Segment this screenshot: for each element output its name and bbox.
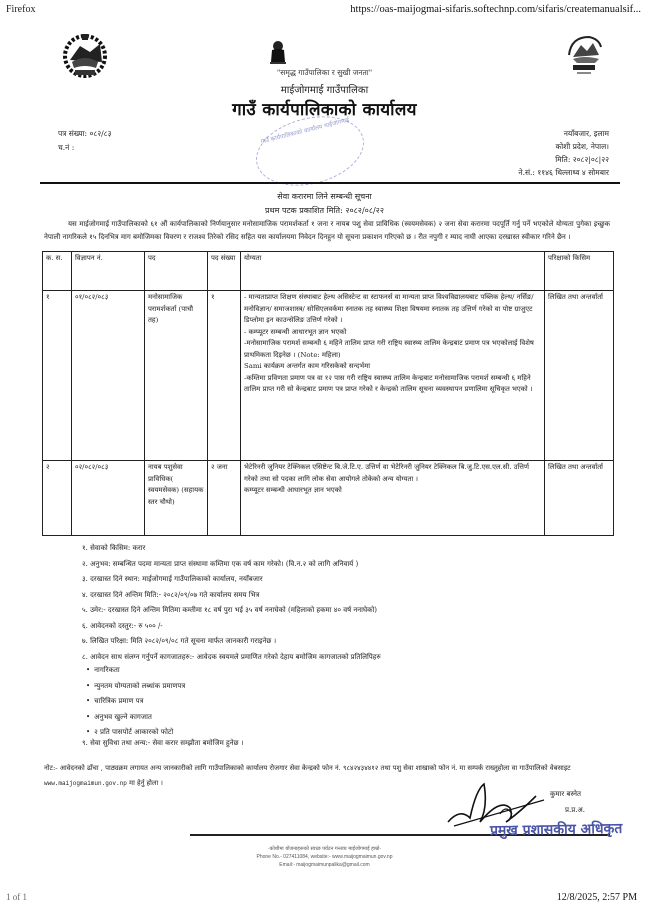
print-datetime: 12/8/2025, 2:57 PM (556, 892, 637, 903)
header-count: पद संख्या (208, 252, 241, 291)
footer-contact: Phone No.- 027411084, website:- www.maijogmaimun.gov.np (256, 854, 393, 860)
document-item: • अनुभव खुल्ने कागजात (86, 710, 185, 726)
table-row (43, 461, 614, 536)
address-date-block (518, 127, 609, 179)
municipality-name: माईजोगमाई गाउँपालिका (280, 85, 369, 96)
cell-sn: १ (43, 291, 72, 461)
condition-item: ७. लिखित परिक्षा: मिति २०८२/०९/०८ गते सूचना मार्फत जानकारी गराइनेछ । (82, 637, 277, 645)
address-line-1: नयाँबजार, इलाम (563, 129, 609, 138)
motto: "समृद्ध गाउँपालिका र सुखी जनता" (276, 68, 373, 77)
document-item: • न्युनतम योग्यताको लब्धांक प्रमाणपत्र (86, 679, 185, 695)
cell-qualification (241, 291, 545, 461)
cell-ad-no: ०१/०८२/०८३ (72, 291, 145, 461)
dispatch-number: च.नं : (58, 143, 75, 152)
cell-sn: २ (43, 461, 72, 536)
notice-intro: यस माईजोगमाई गाउँपालिकाको ६१ औं कार्यपालिकाको निर्णयानुसार मनोसामाजिक परामर्शकर्ता १ जना र नायब पशु सेवा प्राविधिक (स्वयमसेवक) २ जना सेवा करारमा पदपूर्ति गर्नु पर्ने भएकोले योग्यता पुगेका इच्छुक नेपाली नागरिकले १५ दिनभित्र माग बमोजिमका विवरण र राजश्व तिरेको रसिद सहित यस कार्यालयमा निवेदन दिनहुन यो सूचना प्रकाशन गरिएको छ । रीत नपुगी र म्याद नाघी आएका दरखास्त स्वीकार गरिने छैन । (44, 220, 610, 241)
red-panda-logo-icon (268, 40, 288, 66)
benefit-condition: ९. सेवा सुविधा तथा अन्य:- सेवा करार सम्झौता बमोजिम हुनेछ । (82, 739, 244, 747)
vacancy-table (42, 251, 614, 536)
cell-ad-no: ०२/०८२/०८३ (72, 461, 145, 536)
nepal-sambat-date: ने.सं.: ११४६ थिल्लाथ्व ४ सोमबार (518, 168, 609, 177)
condition-item: २. अनुभव: सम्बन्धित पदमा मान्यता प्राप्त संस्थामा कम्तिमा एक वर्ष काम गरेको। (वि.न.२ को लागि अनिवार्य ) (82, 559, 359, 568)
cell-count: २ जना (208, 461, 241, 536)
qualification-line: कम्प्यूटर सम्बन्धी आधारभूत ज्ञान भएको (244, 486, 342, 494)
footer-slogan: -कोशीमा योजनाहरूको स्वच्छ पर्यटन गन्तव्य माईजोगमाई हाम्रो- (267, 846, 382, 852)
note-text-end: मा हेर्नु होला । (129, 779, 164, 787)
notice-title: सेवा करारमा लिने सम्बन्धी सूचना (277, 192, 372, 201)
letter-date: मिति: २०८२|०८|२२ (555, 155, 609, 164)
website-link[interactable]: www.maijogmaimun.gov.np (44, 780, 127, 787)
header-qualification: योग्यता (241, 252, 545, 291)
conditions-list (82, 541, 381, 665)
qualification-line: - कम्प्यूटर सम्बन्धी आधारभूत ज्ञान भएको (244, 327, 347, 336)
condition-item: ८. आवेदन साथ संलग्न गर्नुपर्ने कागजातहरु:- आवेदक स्वयमले प्रमाणित गरेको देहाय बमोजिम कागजातको प्रतिलिपिहरु (82, 652, 381, 661)
letter-number: पत्र संख्या: ०८२/८३ (58, 129, 112, 138)
required-documents-list (86, 663, 185, 741)
header-sn: क. स. (43, 252, 72, 291)
condition-item: ४. दरखास्त दिने अन्तिम मिति:- २०८२/०९/०७ गते कार्यालय समय भित्र (82, 590, 260, 599)
header-ad-no: विज्ञापन नं. (72, 252, 145, 291)
browser-name: Firefox (6, 4, 36, 15)
condition-item: ६. आवेदनको दस्तुर:- रु ५०० /- (82, 621, 163, 630)
cell-qualification (241, 461, 545, 536)
table-header-row (43, 252, 614, 291)
qualification-line: Sami कार्यक्रम अन्तर्गत काम गरिसकेको सन्दर्भमा (244, 362, 371, 370)
office-stamp: गाउँ कार्यपालिकाको कार्यालय माईजोगमाई (249, 106, 372, 197)
condition-item: ५. उमेर:- दरखास्त दिने अन्तिम मितिमा कम्तीमा १८ वर्ष पुरा भई ३५ वर्ष ननाघेको (महिलाको हकमा ४० वर्ष ननाघेको) (82, 606, 378, 614)
condition-item: ३. दरखास्त दिने स्थान: माईजोगमाई गाउँपालिकाको कार्यालय, नयाँबजार (82, 575, 263, 583)
page-count: 1 of 1 (6, 892, 27, 902)
footer-email: Email:- maijogmaimunpalika@gmail.com (279, 862, 370, 868)
cell-post: नायब पशुसेवा प्राविधिक( स्वयमसेवक) (सहायक स्तर चौथो) (145, 461, 208, 536)
document-item: • चारित्रिक प्रमाण पत्र (86, 694, 185, 710)
cell-post: मनोसामाजिक परामर्शकर्ता (पाचौ तह) (145, 291, 208, 461)
note-text: नोट:- आवेदनको ढाँचा , पाठ्यक्रम लगायत अन्य जानकारीको लागि गाउँपालिकाको कार्यालय रोजगार सेवा केन्द्रको फोन नं. ९८४२४३४४१२ तथा पशु सेवा शाखाको फोन नं. मा सम्पर्क राख्नुहोला वा गाउँपालिको वेबसाइट (44, 764, 571, 772)
page-url: https://oas-maijogmai-sifaris.softechnp.com/sifaris/createmanualsif... (350, 4, 641, 15)
signatory-stamp: प्रमुख प्रशासकीय अधिकृत (489, 820, 623, 840)
reference-block (58, 127, 111, 155)
signatory-name: कुमार बस्नेत (550, 790, 582, 798)
cell-exam-type: लिखित तथा अन्तर्वार्ता (545, 291, 614, 461)
address-line-2: कोशी प्रदेश, नेपाल। (555, 142, 609, 151)
qualification-line: -मनोसामाजिक परामर्श सम्बन्धी ६ महिने तालिम प्राप्त गरी राष्ट्रिय स्वास्थ्य तालिम केन्द्रबाट प्रमाण पत्र भएकोलाई विशेष प्राथमिकता दिइनेछ । (Note: महिला) (244, 339, 534, 359)
office-title: गाउँ कार्यपालिकाको कार्यालय (232, 100, 417, 120)
qualification-line: - मान्यताप्राप्त शिक्षण संस्थाबाट हेल्थ असिस्टेन्ट वा स्टाफनर्स वा मान्यता प्राप्त विश्वविद्यालयबाट पब्लिक हेल्थ/ नर्सिङ/ मनोविज्ञान/ समाजशास्त्र/ सोसिएलवर्कमा स्नातक तह स्वास्थ्य शिक्षा विषयमा स्नातक तह उत्तिर्ण गरेको वा पोष्ट ग्राजुएट डिप्लोमा इन काउन्सेलिङ उत्तिर्ण गरेको । (244, 293, 534, 324)
document-item: • नागरिकता (86, 663, 185, 679)
table-row (43, 291, 614, 461)
condition-item: १. सेवाको किसिम: करार (82, 544, 146, 552)
header-divider (40, 182, 620, 184)
header-exam-type: परिक्षाको किसिम (545, 252, 614, 291)
qualification-line: भेटेरिनरी जुनियर टेक्निकल एसिष्टेन्ट बि.जे.टि.ए. उत्तिर्ण वा भेटेरिनरी जुनियर टेक्निकल बि.जु.टि.एस.एल.सी. उत्तिर्ण गरेको तथा सो पदका लागि लोक सेवा आयोगले तोकेको अन्य योग्यता । (244, 463, 529, 483)
qualification-line: -कम्तिमा प्रविणता प्रमाण पत्र वा १२ पास गरी राष्ट्रिय स्वास्थ्य तालिम केन्द्रबाट मनोसामाजिक परामर्श सम्बन्धी ६ महिने तालिम प्राप्त गरी सो केन्द्रबाट प्रमाण पत्र प्राप्त गरेको र केन्द्रको तालिम सूचना व्यवस्थापन प्रणालिमा सूचिकृत भएको । (244, 373, 533, 393)
first-published-date: प्रथम पटक प्रकाशित मिति: २०८२/०८/२२ (264, 206, 385, 215)
document-item: • २ प्रति पासपोर्ट आकारको फोटो (86, 725, 185, 741)
header-post: पद (145, 252, 208, 291)
cell-exam-type: लिखित तथा अन्तर्वार्ता (545, 461, 614, 536)
cell-count: १ (208, 291, 241, 461)
signatory-designation: प्र.प्र.अ. (565, 806, 585, 814)
